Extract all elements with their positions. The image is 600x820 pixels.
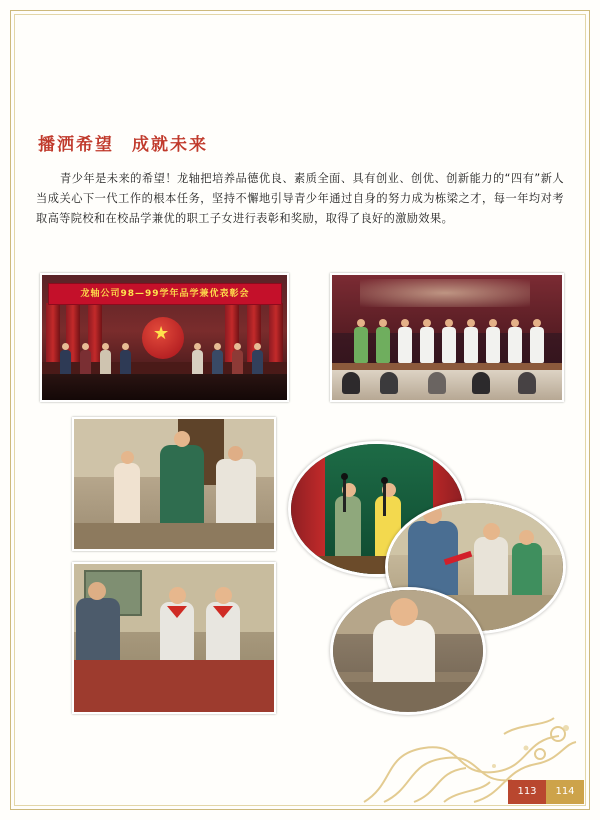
home-visit-photo bbox=[72, 417, 276, 551]
page-title bbox=[38, 130, 570, 155]
party-emblem-icon bbox=[142, 317, 184, 359]
page-number-left: 113 bbox=[508, 780, 546, 804]
page-title-part-2: 成就未来 bbox=[132, 135, 208, 155]
article-content bbox=[30, 130, 570, 229]
page-number-bar bbox=[508, 780, 584, 804]
girl-portrait-oval-photo bbox=[330, 587, 486, 715]
page-title-part-1: 播洒希望 bbox=[38, 135, 114, 155]
photo-collage bbox=[30, 265, 570, 725]
body-paragraph: 青少年是未来的希望！龙轴把培养品德优良、素质全面、具有创业、创优、创新能力的“四有”新人当成关心下一代工作的根本任务，坚持不懈地引导青少年通过自身的努力成为栋梁之才，每一年均对考取高等院校和在校品学兼优的职工子女进行表彰和奖励，取得了良好的激励效果。 bbox=[36, 172, 564, 225]
stage-performance-photo bbox=[330, 273, 564, 402]
ceremony-banner-text: 龙轴公司98—99学年品学兼优表彰会 bbox=[48, 283, 282, 305]
award-ceremony-photo bbox=[40, 273, 289, 402]
young-pioneers-table-photo bbox=[72, 562, 276, 714]
page-number-right: 114 bbox=[546, 780, 584, 804]
